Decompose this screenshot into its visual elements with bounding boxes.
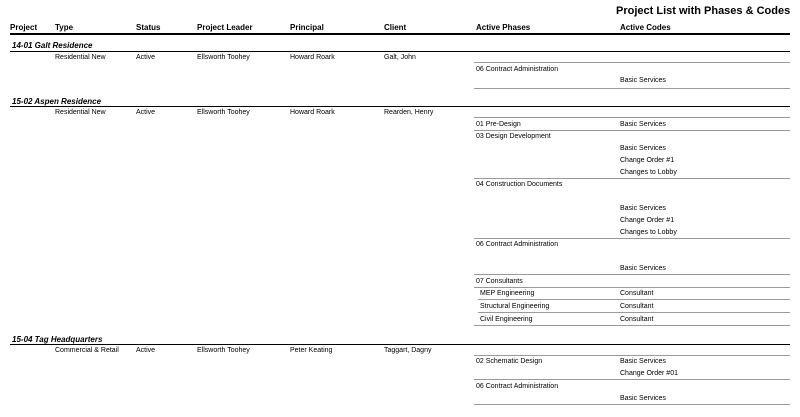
project-status: Active — [136, 54, 156, 61]
project-group-title: 15-04 Tag Headquarters — [12, 335, 103, 344]
phase-code: Change Order #1 — [620, 157, 675, 164]
project-client: Rearden, Henry — [384, 109, 434, 116]
project-leader: Ellsworth Toohey — [197, 347, 250, 354]
project-principal: Howard Roark — [290, 109, 335, 116]
col-header-type: Type — [55, 23, 74, 32]
phase-code: Basic Services — [620, 77, 666, 84]
phase-code: Basic Services — [620, 205, 666, 212]
phase-code: Basic Services — [620, 358, 666, 365]
subphase-name: Civil Engineering — [480, 316, 533, 323]
phase-rule — [474, 287, 790, 288]
phase-code: Basic Services — [620, 145, 666, 152]
phase-name: 06 Contract Administration — [476, 383, 559, 390]
project-type: Residential New — [55, 109, 106, 116]
phase-name: 03 Design Development — [476, 133, 551, 140]
col-header-active-codes: Active Codes — [620, 23, 671, 32]
phase-rule — [474, 88, 790, 89]
col-header-status: Status — [136, 23, 161, 32]
project-leader: Ellsworth Toohey — [197, 54, 250, 61]
phase-name: 06 Contract Administration — [476, 66, 559, 73]
phase-rule — [474, 404, 790, 405]
phase-code: Basic Services — [620, 121, 666, 128]
subphase-rule — [478, 299, 790, 300]
phase-code: Basic Services — [620, 265, 666, 272]
project-leader: Ellsworth Toohey — [197, 109, 250, 116]
col-header-active-phases: Active Phases — [476, 23, 531, 32]
col-header-project: Project — [10, 23, 38, 32]
project-status: Active — [136, 347, 156, 354]
phase-rule — [474, 355, 790, 356]
phase-name: 04 Construction Documents — [476, 181, 563, 188]
col-header-project-leader: Project Leader — [197, 23, 253, 32]
subphase-name: Structural Engineering — [480, 303, 550, 310]
subphase-code: Consultant — [620, 316, 654, 323]
report-title: Project List with Phases & Codes — [616, 5, 791, 17]
subphase-code: Consultant — [620, 290, 654, 297]
phase-rule — [474, 379, 790, 380]
col-header-principal: Principal — [290, 23, 324, 32]
phase-rule — [474, 274, 790, 275]
phase-code: Changes to Lobby — [620, 169, 677, 176]
project-group-title: 15-02 Aspen Residence — [12, 97, 102, 106]
project-principal: Peter Keating — [290, 347, 333, 354]
phase-name: 02 Schematic Design — [476, 358, 543, 365]
phase-code: Change Order #01 — [620, 370, 678, 377]
phase-rule — [474, 62, 790, 63]
phase-code: Basic Services — [620, 395, 666, 402]
subphase-code: Consultant — [620, 303, 654, 310]
project-group-rule — [10, 106, 790, 107]
phase-rule — [474, 178, 790, 179]
project-client: Galt, John — [384, 54, 416, 61]
project-client: Taggart, Dagny — [384, 347, 432, 354]
phase-rule — [474, 130, 790, 131]
phase-name: 07 Consultants — [476, 278, 523, 285]
phase-rule — [474, 117, 790, 118]
phase-name: 06 Contract Administration — [476, 241, 559, 248]
subphase-name: MEP Engineering — [480, 290, 535, 297]
project-group-rule — [10, 344, 790, 345]
phase-code: Change Order #1 — [620, 217, 675, 224]
project-group-rule — [10, 51, 790, 52]
project-type: Commercial & Retail — [55, 347, 119, 354]
subphase-rule — [478, 312, 790, 313]
phase-rule — [474, 325, 790, 326]
project-group-title: 14-01 Galt Residence — [12, 41, 93, 50]
phase-code: Changes to Lobby — [620, 229, 677, 236]
project-type: Residential New — [55, 54, 106, 61]
project-principal: Howard Roark — [290, 54, 335, 61]
phase-rule — [474, 238, 790, 239]
project-status: Active — [136, 109, 156, 116]
col-header-client: Client — [384, 23, 407, 32]
header-rule — [10, 33, 790, 35]
phase-name: 01 Pre-Design — [476, 121, 521, 128]
